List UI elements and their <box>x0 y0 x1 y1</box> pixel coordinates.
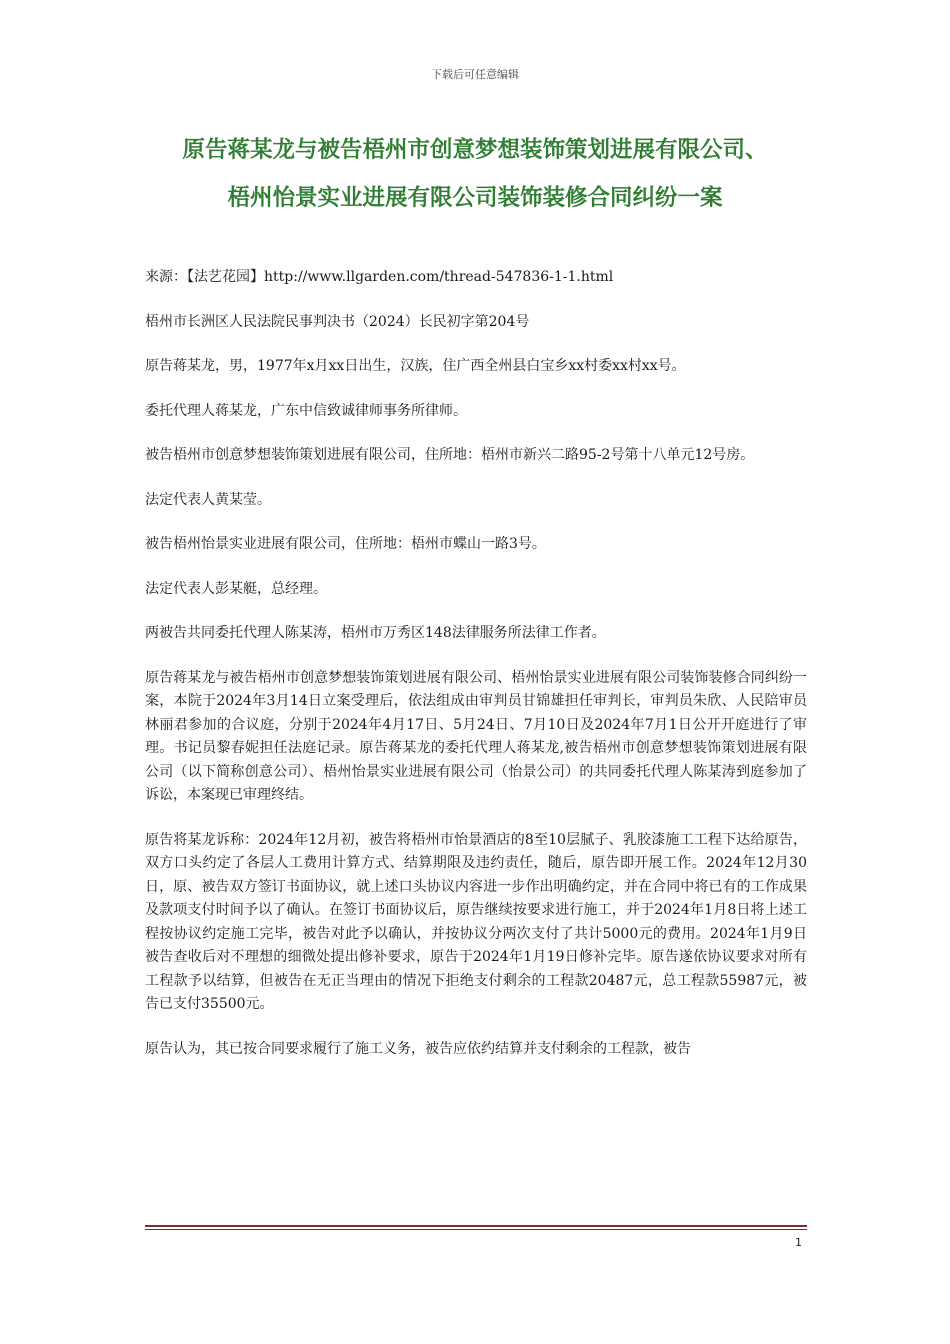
page-number: 1 <box>795 1236 802 1249</box>
header-note: 下载后可任意编辑 <box>431 68 519 81</box>
paragraph-defendants-agent: 两被告共同委托代理人陈某涛，梧州市万秀区148法律服务所法律工作者。 <box>145 625 606 641</box>
title-line-2: 梧州怡景实业进展有限公司装饰装修合同纠纷一案 <box>227 185 723 211</box>
paragraph-source: 来源：【法艺花园】http://www.llgarden.com/thread-547836-1-1.html <box>145 269 614 285</box>
paragraph-case-number: 梧州市长洲区人民法院民事判决书（2024）长民初字第204号 <box>145 313 530 330</box>
paragraph-defendant-1-representative: 法定代表人黄某莹。 <box>145 491 271 508</box>
document-body <box>145 266 807 1061</box>
paragraph-plaintiff-agent: 委托代理人蒋某龙，广东中信致诚律师事务所律师。 <box>145 402 467 419</box>
document-title <box>130 126 820 222</box>
paragraph-defendant-2-representative: 法定代表人彭某艇，总经理。 <box>145 580 327 597</box>
paragraph-plaintiff-claim: 原告将某龙诉称：2024年12月初，被告将梧州市怡景酒店的8至10层腻子、乳胶漆施工工程下达给原告，双方口头约定了各层人工费用计算方式、结算期限及违约责任，随后，原告即开展工作。2024年12月30日，原、被告双方签订书面协议，就上述口头协议内容进一步作出明确约定，并在合同中将已有的工作成果及款项支付时间予以了确认。在签订书面协议后，原告继续按要求进行施工，并于2024年1月8日将上述工程按协议约定施工完毕，被告对此予以确认，并按协议分两次支付了共计5000元的费用。2024年1月9日被告查收后对不理想的细微处提出修补要求，原告于2024年1月19日修补完毕。原告遂依协议要求对所有工程款予以结算，但被告在无正当理由的情况下拒绝支付剩余的工程款20487元，总工程款55987元，被告已支付35500元。 <box>145 831 807 1012</box>
paragraph-defendant-1: 被告梧州市创意梦想装饰策划进展有限公司，住所地：梧州市新兴二路95-2号第十八单元12号房。 <box>145 447 755 463</box>
paragraph-plaintiff-argument: 原告认为，其已按合同要求履行了施工义务，被告应依约结算并支付剩余的工程款，被告 <box>145 1040 691 1057</box>
paragraph-plaintiff: 原告蒋某龙，男，1977年x月xx日出生，汉族，住广西全州县白宝乡xx村委xx村xx号。 <box>145 358 686 374</box>
paragraph-case-summary: 原告蒋某龙与被告梧州市创意梦想装饰策划进展有限公司、梧州怡景实业进展有限公司装饰装修合同纠纷一案，本院于2024年3月14日立案受理后，依法组成由审判员甘锦雄担任审判长，审判员朱欣、人民陪审员林丽君参加的合议庭，分别于2024年4月17日、5月24日、7月10日及2024年7月1日公开开庭进行了审理。书记员黎春妮担任法庭记录。原告蒋某龙的委托代理人蒋某龙,被告梧州市创意梦想装饰策划进展有限公司（以下简称创意公司）、梧州怡景实业进展有限公司（怡景公司）的共同委托代理人陈某涛到庭参加了诉讼，本案现已审理终结。 <box>145 669 807 803</box>
title-line-1: 原告蒋某龙与被告梧州市创意梦想装饰策划进展有限公司、 <box>182 137 768 163</box>
paragraph-defendant-2: 被告梧州怡景实业进展有限公司，住所地：梧州市蝶山一路3号。 <box>145 536 546 552</box>
footer-divider <box>145 1225 807 1230</box>
